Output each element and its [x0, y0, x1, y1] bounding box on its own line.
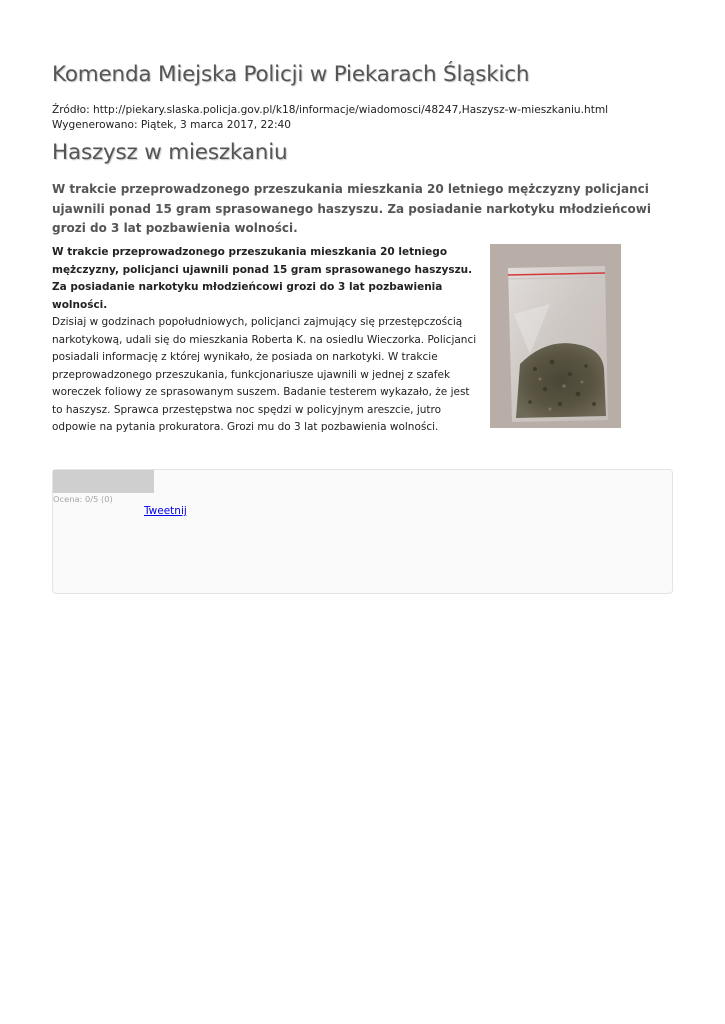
evidence-bag-image: [490, 244, 621, 428]
article-body-intro: W trakcie przeprowadzonego przeszukania mieszkania 20 letniego mężczyzny, policjanci ujawnili ponad 15 gram sprasowanego haszyszu. Za posiadanie narkotyku młodzieńcowi grozi do 3 lat pozbawienia wolności.: [52, 246, 473, 311]
article-title: Haszysz w mieszkaniu: [52, 140, 288, 165]
document-meta: [52, 103, 608, 133]
article-body-text: Dzisiaj w godzinach popołudniowych, policjanci zajmujący się przestępczością narkotykową, udali się do mieszkania Roberta K. na osiedlu Wieczorka. Policjanci posiadali informację z której wynikało, że posiada on narkotyki. W trakcie przeprowadzonego przeszukania, funkcjonariusze ujawnili w jednej z szafek woreczek foliowy ze sprasowanym suszem. Badanie testerem wykazało, że jest to haszysz. Sprawca przestępstwa noc spędzi w policyjnym areszcie, jutro odpowie na pytania prokuratora. Grozi mu do 3 lat pozbawienia wolności.: [52, 316, 477, 433]
rating-stars-bar[interactable]: [53, 470, 154, 493]
rating-label: Ocena: 0/5 (0): [53, 494, 113, 504]
generated-line: Wygenerowano: Piątek, 3 marca 2017, 22:40: [52, 119, 292, 131]
rating-panel: [52, 469, 673, 594]
article-body: [52, 244, 480, 437]
site-title: Komenda Miejska Policji w Piekarach Śląskich: [52, 62, 530, 87]
source-line: Źródło: http://piekary.slaska.policja.gov.pl/k18/informacje/wiadomosci/48247,Haszysz-w-mieszkaniu.html: [52, 104, 609, 116]
article-lead: W trakcie przeprowadzonego przeszukania mieszkania 20 letniego mężczyzny policjanci ujawnili ponad 15 gram sprasowanego haszyszu. Za posiadanie narkotyku młodzieńcowi grozi do 3 lat pozbawienia wolności.: [52, 182, 651, 236]
tweet-link[interactable]: Tweetnij: [144, 505, 187, 517]
article-photo: [490, 244, 621, 428]
